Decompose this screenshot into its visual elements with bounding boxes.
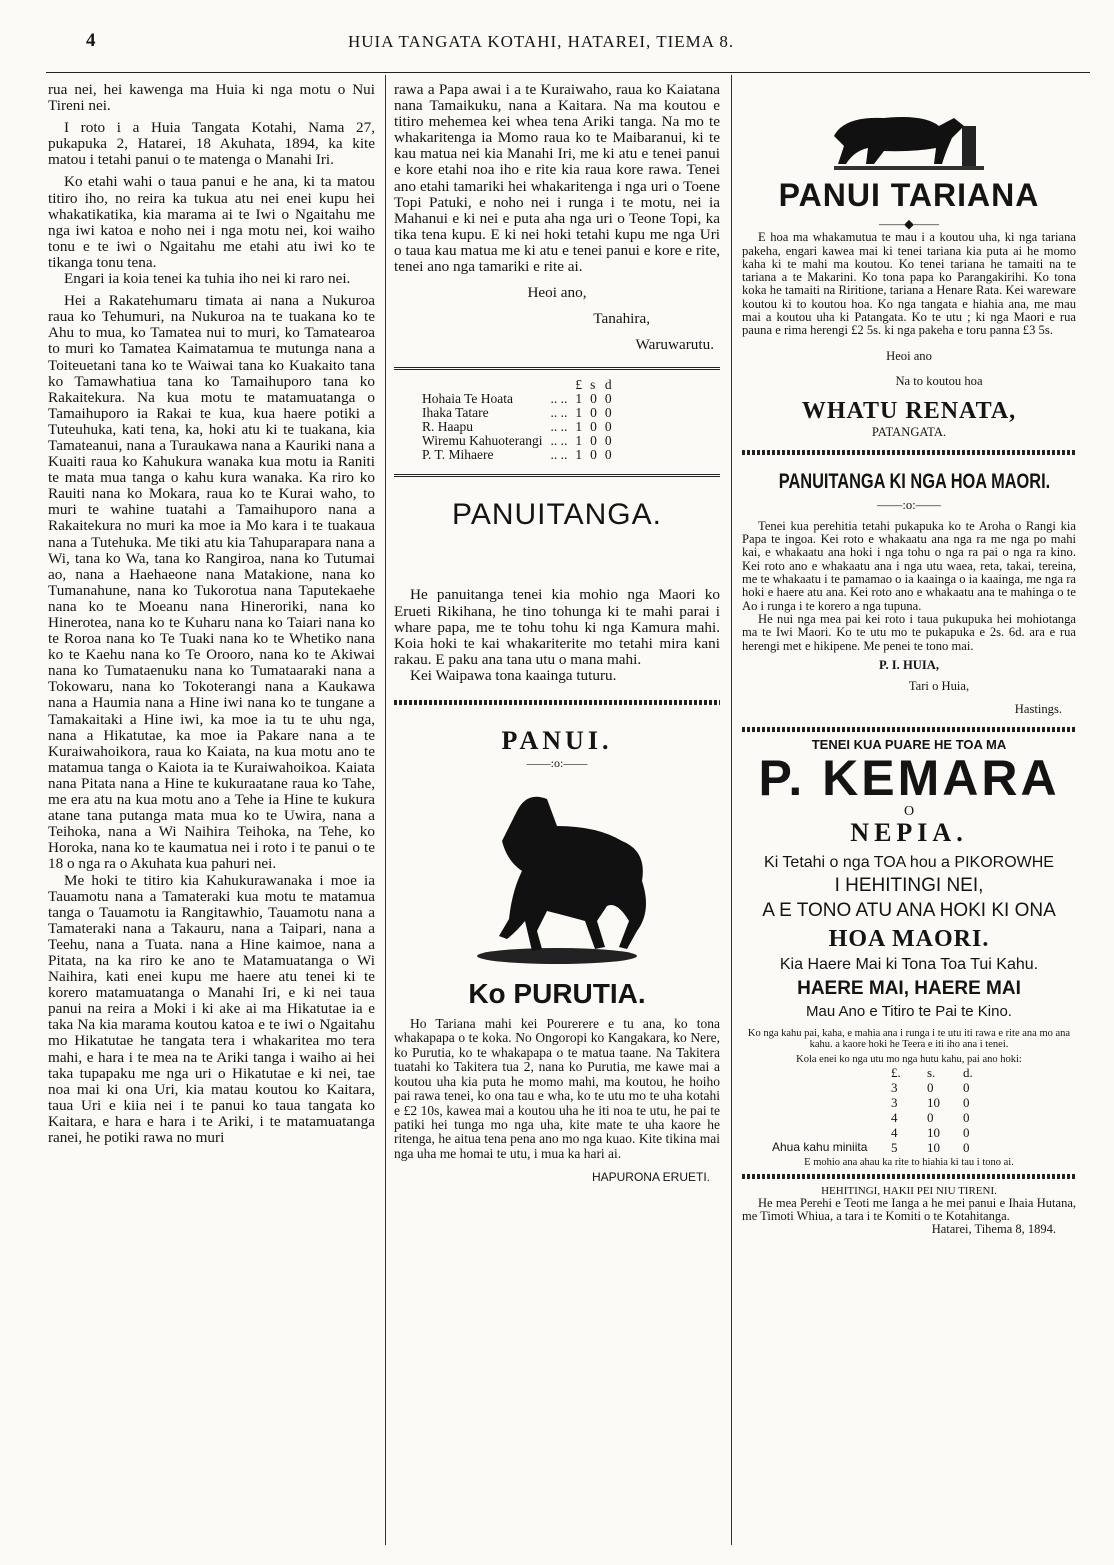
paragraph: rua nei, hei kawenga ma Huia ki nga motu o Nui Tireni nei. [48,81,375,115]
price-value: 10 [927,1095,940,1111]
advertiser-place: PATANGATA. [871,425,947,440]
paragraph: Engari ia koia tenei ka tuhia iho nei ki raro nei. [64,270,351,288]
currency-header: £ [575,377,583,393]
list-value: 1 [575,419,583,435]
advertiser-name: WHATU RENATA, [801,398,1017,425]
price-value: 0 [963,1140,970,1156]
kemara-line: HAERE MAI, HAERE MAI [797,978,1021,1000]
price-label: Ahua kahu miniita [772,1140,868,1155]
list-row: R. Haapu .. .. 1 0 0 [418,420,616,434]
kemara-line: A E TONO ATU ANA HOKI KI ONA [762,900,1056,922]
list-name: Wiremu Kahuoterangi [422,433,543,449]
panui-title: PANUI. [501,725,613,755]
list-value: 0 [590,405,597,421]
kemara-place: NEPIA. [850,818,968,848]
divider [394,474,720,477]
paragraph: He panuitanga tenei kia mohio nga Maori ko Erueti Rikihana, he tino tohunga ki te mahi parai i whare papa, me te tohu tohu ki nga Kamura mahi. Koia hoki te kai whakariterite mo tetahi mira kani rakau. E paku ana tana utu o mana mahi. [394,586,720,668]
signature: HAPURONA ERUETI. [591,1170,710,1185]
signature: P. I. HUIA, [878,657,940,672]
price-value: 0 [963,1095,970,1111]
paragraph: E hoa ma whakamutua te mau i a koutou uha, ki nga tariana pakeha, engari kawea mai ki tenei tariana kia puta ai he momo kaha ki te mahi ma koutou. Ko tenei tariana he tamaiti na te tariana a te Makarini. Ko tona papa ko Parangakirihi. Ko tona koka he tamaiti na Riritione, tariana a Henare Rata. Kei wareware koutou ki to koutou hoa. Ko nga tangata e hiahia ana, me mau mai a koutou uha ki Patangata. Ko te utu ; ki nga Maori e rua pauna e rima herengi £2 5s. ki nga pakeha e toru panna £3 5s. [742,230,1076,338]
currency-header: s [590,377,596,393]
paragraph: Me hoki te titiro kia Kahukurawanaka i moe ia Tauamotu nana a Tamateraki kua motu te matamua tanga o Tauamotu ia Rangitawhio, Tauamotu nana a Tamateraki nana a Takauru, nana a Taipari, nana a Teehu, nana a Tuata. nana a Hine kaimoe, nana a Pitata, na ka riro ke ano te Matamuatanga o Wi Naihira, kati enei kupu me haere atu tenei ki te korero matamuatanga o Manahi Iri, e ki nei taua panui na reira a Moki i ki ake ai ma Hikatutae ia e taka Na kia marama koutou katoa e te iwi o Ngaitahu mo Hikatutae he tangata tera i whakaritea mo tera mahi, e hara i te mea na te Ariki tanga i waiho ai hei taka tupapaku me nga uri o Hikatutae e ki nei, tae noa mai ki ona Uri, kia matau koutou ko Kaitara, taua Uri e kiia nei i te panui ko taua tangata ko Kaitara, e hara e hara i te Ariki, i te matamuatanga ranei, he potiki rawa no muri [48,871,375,1146]
divider [394,367,720,370]
kemara-line: HOA MAORI. [828,926,990,953]
small-text: E mohio ana ahau ka rite to hiahia ki tau i tono ai. [804,1156,1014,1168]
small-text: Kola enei ko nga utu mo nga hutu kahu, pai ano hoki: [796,1054,1022,1066]
column-divider [385,75,386,1545]
kemara-line: Mau Ano e Titiro te Pai te Kino. [806,1003,1012,1021]
list-name: P. T. Mihaere [422,447,494,463]
page-header [0,30,1114,54]
panuitanga-title: PANUITANGA. [452,498,662,532]
kemara-o: O [903,804,915,820]
list-value: 0 [590,391,597,407]
paragraph: rawa a Papa awai i a te Kuraiwaho, raua ko Kaiatana nana Tamaikuku, nana a Kaitara. Na ma koutou e titiro mehemea kei whea tena Ariki tanga. Na mo te whakaritenga ia Momo raua ko te Maibaranui, ki te kau matua nei kia Manahi Iri, me ki atu e tenei panui e kore etahi noa iho e rite kia raua kore rawa. Tenei ano etahi tamariki hei whakaritenga i nga uri o Toene Topi Patuki, e noho nei i runga i te motu, nei ia Mahanui e ki nei e puta aha nga uri o Teone Topi, ka tika tena kupu. E ki nei hoki tetahi kupu me nga Uri o taua kau matua me ki atu e tenei panui e kore e rite, tenei ano nga tamariki e rite ai. [394,81,720,276]
list-name: R. Haapu [422,419,473,435]
price-value: 0 [963,1080,970,1096]
list-value: 0 [604,447,612,463]
page-number: 4 [86,30,96,51]
price-value: 3 [891,1095,898,1111]
list-value: 0 [604,405,612,421]
separator: ——◆—— [878,217,940,231]
signature: Tanahira, [593,310,650,328]
column-divider [731,75,732,1545]
currency-header: d [604,377,612,393]
paragraph: He nui nga mea pai kei roto i taua pukupuka hei mohiotanga ma te Iwi Maori. Ko te utu mo te pukapuka e 2s. 6d. ara e rua herengi met e hikipene. Me penei te tono mai. [742,611,1076,653]
list-value: 0 [590,419,597,435]
column-2 [394,82,720,1185]
subscription-list [418,378,616,462]
list-name: Ihaka Tatare [422,405,489,421]
maori-title: PANUITANGA KI NGA HOA MAORI. [778,469,1051,493]
paragraph: Tenei kua perehitia tetahi pukapuka ko te Aroha o Rangi kia Papa te ingoa. Kei roto e whakaatu ana nga ra me nga po mahi kai, e whakaatu ana hoki i nga tohu o nga ra pai o nga ra kino. Kei roto ano e whakaatu ana i nga utu waea, reta, takai, tereina, me te whakaatu i te pamamao o ia kaainga o ia kaainga, me nga ra hoki e haere atu ana. Kei roto ano e whakaatu ana te mahinga o te Ao i runga i te korero a nga tupuna. [742,518,1076,613]
divider [394,700,720,705]
price-value: 0 [927,1080,934,1096]
closing: Heoi ano, [527,284,587,302]
kemara-intro: TENEI KUA PUARE HE TOA MA [811,736,1007,752]
list-value: 0 [590,433,597,449]
paragraph: Ko etahi wahi o taua panui e he ana, ki ta matou titiro iho, no reira ka tukua atu nei enei kupu hei whakatikatika, kia marama ai te Iwi o Ngaitahu me nga iwi katoa e noho nei i nga motu nei, koi waiho tonu e te iwi o Ngaitahu me etahi atu iwi ko te tikanga tonu tena. [48,173,375,271]
list-value: 0 [604,419,612,435]
list-value: 0 [604,391,612,407]
signature: Waruwarutu. [635,336,714,354]
divider [742,450,1076,455]
newspaper-title: HUIA TANGATA KOTAHI, HATAREI, TIEMA 8. [348,32,735,51]
price-header: d. [963,1065,973,1081]
price-value: 3 [891,1080,898,1096]
small-text: Ko nga kahu pai, kaha, e mahia ana i runga i te utu iti rawa e rite ana mo ana kahu. a kaore hoki he Teera e iti iho ana i tenei. [747,1028,1071,1051]
column-3 [742,82,1076,1236]
list-value: 1 [575,391,583,407]
divider [742,1174,1076,1179]
header-rule [46,72,1090,73]
horse-illustration [824,96,994,176]
price-value: 5 [891,1140,898,1156]
price-value: 0 [963,1110,970,1126]
price-value: 0 [927,1110,934,1126]
signature: Tari o Huia, [908,679,970,694]
closing: Na to koutou hoa [895,373,983,388]
list-row: Ihaka Tatare .. .. 1 0 0 [418,406,616,420]
paragraph: Hei a Rakatehumaru timata ai nana a Nukuroa raua ko Tehumuri, na Nukuroa na te tuakana ko te Ahu to mua, ko Tamatea nui to muri, ko Tamatearoa to muri ko Tamatea Kaimatamua te mutunga nana a Toiteuetani tana ko te Waiwai tana ko Kuakaito tana ko Tamawhatiua tana ko Tamaihuporo tana ko Rakaitekura. Na kua motu te matamuatanga o Tamaihuporo ia Rakai te kua, kua haere potiki a Tuteuhuka, kati tena, ka, hoki atu ki te tuakana, kia Tamateanui, nana a Turaukawa nana a Kauriki nana a Kuaiti raua ko Kahukura wanaka kua motu ia Raniti te mata mua tanga o kahu kura wanaka. Ka riro ko Rauiti nana ko Mokara, raua ko te Kurai waho, to muri te wahine tuatahi a Tamaihuporo nana a Rakaitekura no muri ka moe ia Mo kara i te tuakaua nana a Tutehuka. Me tiki atu kia Tahuparapara nana a Wi, tana ko Wa, tana ko Rangiroa, nana ko Tutumai ao, nana a Haehaeone nana Matakione, nana ko Tumanahune, nana ko Tukorotua nana Taputekaehe nana ko te Moeanu nana Hineroriki, nana ko Hinerotea, nana ko te Kuharu nana ko Taiari nana ko te Roroa nana ko Te Tuaki nana ko te Whetiko nana ko te Kaehu nana ko Te Orooro, nana ko te Akiwai nana ko Tumataenuku nana ko Tumataaraki nana a Tokowaru, nana ko Tokoterangi nana a Kaukawa nana a Haumia nana a Hine iwi nana ko te tungane a Tamakaitaki a Hine iwi, ka moe ia tu te uhu nga, nana a Hikatutae, ka moe ia Pakare nana a te Kuraiwahoikora, raua ko Kaiata, na kua motu ano te matamua tanga o Kaiota ia te Kuraiwahoikoa. Kaiata nana Pitata nana a Hine te kukuraatane raua ko Tahe, me era atu na kua motu ano a Tehe ia Hine te kukura atane tana putanga mata mua ko te Uwira, nana a Teihoka, nana a Wi Naihira Teihoka, na Tehe, ko Horoka, nana ko te kaumatua nei i roto i te panui o te 18 o nga ra o Akuhata kua pahuri nei. [48,292,375,873]
divider [742,727,1076,732]
horse-title: Ko PURUTIA. [468,978,646,1010]
price-value: 10 [927,1125,940,1141]
list-row: P. T. Mihaere .. .. 1 0 0 [418,448,616,462]
footer-text: He mea Perehi e Teoti me Ianga a he mei panui e Ihaia Hutana, me Timoti Whiua, a tara i te Komiti o te Kotahitanga. [742,1195,1076,1223]
price-value: 4 [891,1110,898,1126]
list-value: 1 [575,433,583,449]
kemara-line: Ki Tetahi o nga TOA hou a PIKOROWHE [764,854,1054,872]
place: Hastings. [1014,702,1062,717]
price-header: £. [891,1065,901,1081]
paragraph: Kei Waipawa tona kaainga tuturu. [410,666,617,684]
footer-head: HEHITINGI, HAKII PEI NIU TIRENI. [821,1184,997,1197]
list-value: 0 [590,447,597,463]
horse-illustration [447,771,667,971]
closing: Heoi ano [886,348,932,363]
kemara-line: I HEHITINGI NEI, [834,875,984,897]
list-row: Wiremu Kahuoterangi .. .. 1 0 0 [418,434,616,448]
paragraph: I roto i a Huia Tangata Kotahi, Nama 27, pukapuka 2, Hatarei, 18 Akuhata, 1894, ka kite matou i tetahi panui o te matenga o Manahi Iri. [48,119,375,169]
kemara-name: P. KEMARA [758,750,1060,807]
list-value: 1 [575,405,583,421]
footer-date: Hatarei, Tihema 8, 1894. [931,1221,1056,1236]
column-1 [48,82,375,1146]
separator: ——:o:—— [526,755,588,770]
price-value: 10 [927,1140,940,1156]
list-name: Hohaia Te Hoata [422,391,514,407]
separator: ——:o:—— [877,497,941,512]
tariana-title: PANUI TARIANA [778,177,1040,213]
list-value: 0 [604,433,612,449]
kemara-line: Kia Haere Mai ki Tona Toa Tui Kahu. [779,956,1039,974]
price-value: 0 [963,1125,970,1141]
list-row: Hohaia Te Hoata .. .. 1 0 0 [418,392,616,406]
price-header: s. [927,1065,936,1081]
list-header [418,378,616,392]
paragraph: Ho Tariana mahi kei Pourerere e tu ana, ko tona whakapapa o te koka. No Ongoropi ko Kangakara, ko Nere, ko Purutia, ko te whakapapa o te matua taane. Na Takitera tuatahi ko Takitera tua 2, nana ko Purutia, me kawe mai a koutou uha kia puta he momo mahi, ma koutou, he hoiho pai rawa tenei, ko ona tau e wha, ko te utu mo te uha kotahi e £2 10s, kawea mai a koutou uha he iti noa te utu, he pai te patiki hei tunga mo nga uha, kite mate te uha kaore he ritenga, he aitua tena pena ano mo nga kuao. Kite tikina mai nga uha me homai te utu, i mua ka hari ai. [394,1016,720,1161]
price-value: 4 [891,1125,898,1141]
list-value: 1 [575,447,583,463]
